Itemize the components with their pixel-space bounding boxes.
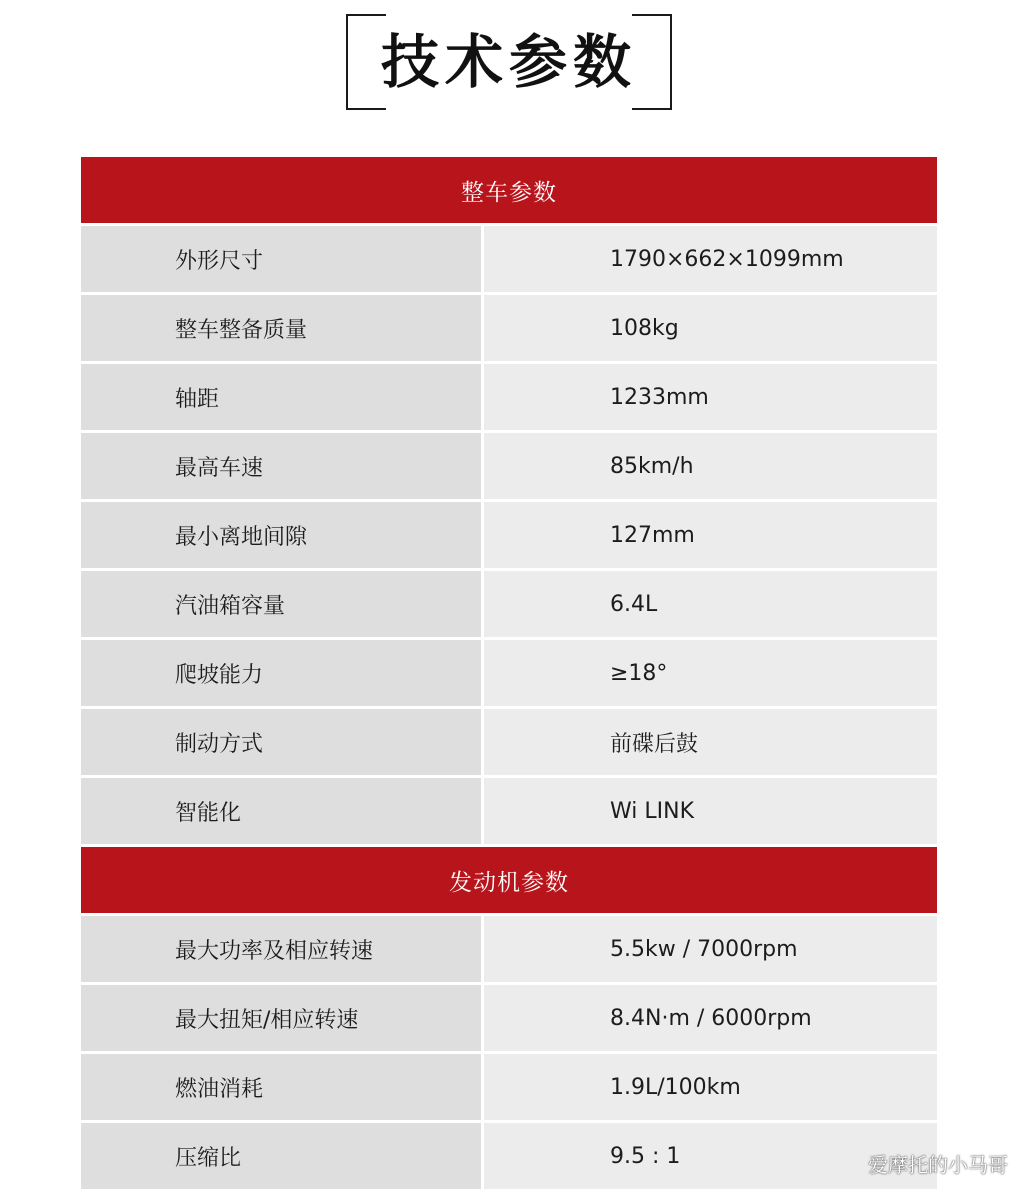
row-label: 外形尺寸 [81,226,481,292]
row-label: 最大扭矩/相应转速 [81,985,481,1051]
row-value: 1.9L/100km [484,1054,937,1120]
watermark: 爱摩托的小马哥 [868,1153,1008,1177]
table-row [81,1123,937,1189]
table-row [81,916,937,982]
row-value: 5.5kw / 7000rpm [484,916,937,982]
row-label: 汽油箱容量 [81,571,481,637]
row-value: 8.4N·m / 6000rpm [484,985,937,1051]
table-row [81,1054,937,1120]
row-label: 爬坡能力 [81,640,481,706]
row-value: 6.4L [484,571,937,637]
row-label: 整车整备质量 [81,295,481,361]
row-label: 最大功率及相应转速 [81,916,481,982]
row-label: 最小离地间隙 [81,502,481,568]
table-row [81,295,937,361]
table-row [81,433,937,499]
section-header-vehicle: 整车参数 [81,157,937,223]
table-row [81,778,937,844]
page-title: 技术参数 [380,28,637,96]
row-value: 85km/h [484,433,937,499]
row-label: 智能化 [81,778,481,844]
row-value: Wi LINK [484,778,937,844]
row-label: 制动方式 [81,709,481,775]
row-value: ≥18° [484,640,937,706]
table-row [81,709,937,775]
section-header-engine: 发动机参数 [81,847,937,913]
table-row [81,502,937,568]
table-row [81,640,937,706]
row-label: 轴距 [81,364,481,430]
row-value: 108kg [484,295,937,361]
table-row [81,571,937,637]
row-label: 压缩比 [81,1123,481,1189]
row-value: 1790×662×1099mm [484,226,937,292]
page-title-frame [346,14,672,110]
row-label: 燃油消耗 [81,1054,481,1120]
table-row [81,226,937,292]
row-value: 9.5 : 1 [484,1123,937,1189]
row-value: 前碟后鼓 [484,709,937,775]
row-value: 127mm [484,502,937,568]
table-row [81,364,937,430]
row-label: 最高车速 [81,433,481,499]
table-row [81,985,937,1051]
spec-table [81,157,937,1192]
row-value: 1233mm [484,364,937,430]
